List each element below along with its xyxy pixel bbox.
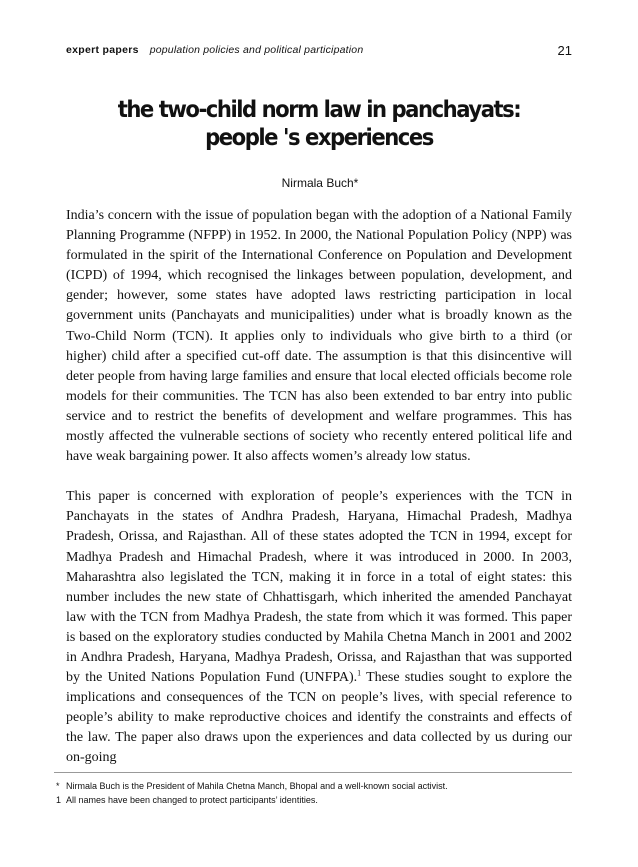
paragraph-2	[66, 487, 572, 768]
footnote-divider	[54, 772, 572, 773]
article-body	[66, 206, 572, 789]
footnote-mark: *	[56, 781, 60, 791]
footnote-mark: 1	[56, 795, 62, 805]
page-number: 21	[557, 43, 572, 58]
title-line-1: the two-child norm law in panchayats:	[117, 97, 521, 123]
header-section: expert papers	[66, 44, 139, 56]
footnote-text: All names have been changed to protect participants’ identities.	[66, 795, 318, 805]
footnote-ref-1: 1	[357, 668, 362, 678]
footnote-item	[56, 793, 572, 807]
author-name: Nirmala Buch*	[281, 176, 359, 190]
paragraph-1: India’s concern with the issue of population began with the adoption of a National Family Planning Programme (NFPP) in 1952. In 2000, the National Population Policy (NPP) was formulated in the spirit of the International Conference on Population and Development (ICPD) of 1994, which recognised the linkages between population, development, and gender; however, some states have adopted laws restricting participation in local government units (Panchayats and municipalities) under what is broadly known as the Two-Child Norm (TCN). It applies only to individuals who give birth to a third (or higher) child after a specified cut-off date. The assumption is that this disincentive will deter people from having large families and ensure that local elected officials become role models for their communities. The TCN has also been extended to bar entry into public service and to restrict the benefits of development and welfare programmes. This has mostly affected the vulnerable sections of society who recently entered political life and have weak bargaining power. It also affects women’s already low status.	[66, 208, 572, 465]
article-title	[81, 96, 558, 152]
footnote-item	[56, 779, 572, 793]
paragraph-2-part-a: This paper is concerned with exploration of people’s experiences with the TCN in Panchayats in the states of Andhra Pradesh, Haryana, Himachal Pradesh, Madhya Pradesh, Orissa, and Rajasthan. All of these states adopted the TCN in 1994, except for Madhya Pradesh and Himachal Pradesh, where it was introduced in 2000. In 2003, Maharashtra also legislated the TCN, making it in force in a total of eight states: this number includes the new state of Chhattisgarh, which inherited the amended Panchayat law with the TCN from Madhya Pradesh, the state from which it was formed. This paper is based on the exploratory studies conducted by Mahila Chetna Manch in 2001 and 2002 in Andhra Pradesh, Haryana, Madhya Pradesh, Orissa, and Rajasthan that was supported by the United Nations Population Fund (UNFPA).	[66, 489, 572, 686]
header-subtitle: population policies and political participation	[149, 44, 364, 56]
title-line-2: people 's experiences	[205, 125, 433, 151]
footnotes	[56, 779, 572, 807]
footnote-text: Nirmala Buch is the President of Mahila Chetna Manch, Bhopal and a well-known social activist.	[66, 781, 448, 791]
paragraph-2-part-b: These studies sought to explore the implications and consequences of the TCN on people’s lives, with special reference to people’s ability to make reproductive choices and identify the constraints and effects of the law. The paper also draws upon the experiences and data collected by us during our on-going	[66, 670, 573, 766]
running-header	[66, 44, 572, 60]
